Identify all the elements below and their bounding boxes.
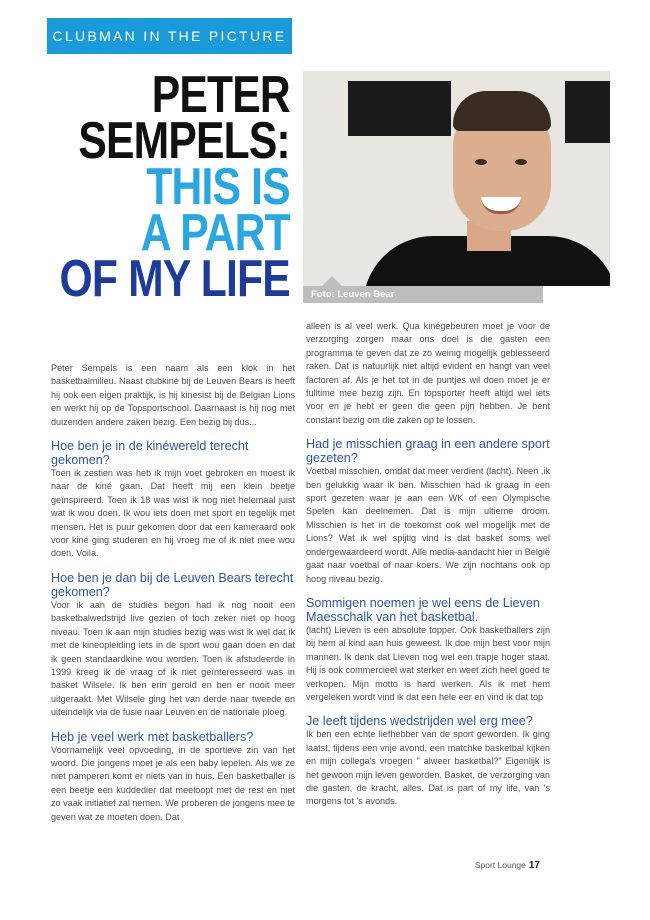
photo-caption: Foto: Leuven Bear xyxy=(303,286,543,303)
section-label: CLUBMAN IN THE PICTURE xyxy=(47,18,292,54)
headline-line: SEMPELS: xyxy=(78,112,290,170)
wall-frame xyxy=(348,81,393,136)
magazine-name: Sport Lounge xyxy=(474,860,526,870)
headline-line: A PART xyxy=(140,204,290,262)
headline-line: THIS IS xyxy=(146,158,290,216)
wall-frame xyxy=(565,81,610,143)
headline-line: OF MY LIFE xyxy=(59,250,290,308)
answer: Toen ik zestien was heb ik mijn voet gebroken en moest ik naar de kiné gaan. Dat heeft mij een klein beetje geïnspireerd. Toen ik 18 was wist ik nog niet helemaal juist wat ik wou doen. Ik wou iets doen met sport en tegelijk met mensen. Het is puur gekomen door dat een kameraard ook voor kiné ging studeren en hij vroeg me of ik niet mee wou doen. Voila. xyxy=(51,468,295,559)
qa-block xyxy=(306,596,550,704)
qa-block xyxy=(306,714,550,808)
left-column xyxy=(51,362,295,824)
question: Hoe ben je in de kinéwereld terecht gekomen? xyxy=(51,439,249,468)
headline xyxy=(59,66,290,308)
continuation-paragraph: alleen is al veel werk. Qua kinégebeuren moet je voor de verzorging zorgen maar ons doel is die gasten een programma te geven dat ze zo weinig mogelijk geblesseerd raken. Dat is natuurlijk niet altijd evident en hangt van veel factoren af. Als je het tot in de puntjes wil doen moet je er fulltime mee bezig zijn. En topsporter heeft altijd wel iets voor en je hebt er geen die geen pijn hebben. Je bent constant bezig om die zaken op te lossen. xyxy=(306,321,550,425)
answer: (lacht) Lieven is een absolute topper. Ook basketballers zijn bij hem al kind aan huis geweest. Ik doe mijn best voor mijn mannen. Ik denk dat Lieven nog wel een trapje hoger staat. Hij is ook commercieel wat sterker en weet zich heel goed te verkopen. Mijn motto is hard werken. Als ik met hem vergeleken wordt vind ik dat een hele eer en vind ik dat top xyxy=(306,624,550,702)
caption-notch xyxy=(322,276,342,286)
intro-paragraph: Peter Sempels is een naam als een klok in het basketbalmilieu. Naast clubkiné bij de Leuven Bears is heeft hij ook een eigen praktijk, is hij kinesist bij de Belgian Lions en werkt hij op de Topsportschool. Daarnaast is hij nog met duizenden andere zaken bezig. Een bezig bij dus... xyxy=(51,363,295,427)
page-number: 17 xyxy=(528,860,540,871)
question: Sommigen noemen je wel eens de Lieven Maesschalk van het basketbal. xyxy=(306,595,540,624)
page-footer xyxy=(475,860,540,871)
answer: Voetbal misschien, omdat dat meer verdient (lacht). Neen ,ik ben gelukkig waar ik ben. Misschien had ik graag in een sport gezeten waar je aan een WK of een Olympische Spelen kan deelnemen. Dat is mijn ultieme droom. Misschien is het in de toekomst ook wel mogelijk met de Lions? Wat ik wel spijtig vind is dat basket soms wel ondergewaardeerd wordt. Alle media-aandacht hier in België gaat naar voetbal of naar koers. We zijn nochtans ook op hoog niveau bezig. xyxy=(306,466,550,584)
eye xyxy=(515,159,527,165)
qa-block xyxy=(51,439,295,561)
person-hair xyxy=(453,91,551,131)
qa-block xyxy=(51,571,295,720)
qa-block xyxy=(51,730,295,824)
wall-frame xyxy=(393,81,451,136)
question: Je leeft tijdens wedstrijden wel erg mee? xyxy=(306,714,533,729)
headline-line: PETER xyxy=(151,66,290,124)
right-column xyxy=(306,320,550,809)
eye xyxy=(475,159,487,165)
answer: Voornamelijk veel opvoeding, in de sportieve zin van het woord. Die jongens moet je als een baby lepelen. Als we ze niet pamperen komt er niets van in huis. Een basketballer is een beetje een kuddedier dat meeloopt met de rest en niet zo vaak initiatief zal nemen. We proberen de jongens mee te geven wat ze moeten doen. Dat xyxy=(51,744,295,822)
question: Hoe ben je dan bij de Leuven Bears terecht gekomen? xyxy=(51,570,294,599)
question: Had je misschien graag in een andere sport gezeten? xyxy=(306,437,550,466)
answer: Voor ik aan de studies begon had ik nog nooit een basketbalwedstrijd live gezien of toch zeker niet op hoog niveau. Toen ik aan mijn studies bezig was wist ik wel dat ik met de kineopleiding iets in de sport wou gaan doen en dat ik geen standaardkine wou worden. Toen ik afstudeerde in 1999 kreeg ik de vraag of ik niet geïnteresseerd was in basket Wilsele. Ik ben erin gerold en ben er nooit meer uitgeraakt. Met Wilsele ging het van derde naar tweede en uiteindelijk via de fusie naar Leuven en de nationale ploeg. xyxy=(51,599,295,718)
portrait-photo xyxy=(303,71,610,286)
qa-block xyxy=(306,437,550,586)
answer: Ik ben een echte liefhebber van de sport geworden. Ik ging laatst, tijdens een vrije avond, een matchke basketbal kijken en mijn collega's vroegen " alweer basketbal?" Eigenlijk is het gewoon mijn leven geworden. Basket, de verzorging van die gasten, de kracht, alles. Dat is part of my life, van 's morgens tot 's avonds. xyxy=(306,729,550,807)
question: Heb je veel werk met basketballers? xyxy=(51,729,254,744)
